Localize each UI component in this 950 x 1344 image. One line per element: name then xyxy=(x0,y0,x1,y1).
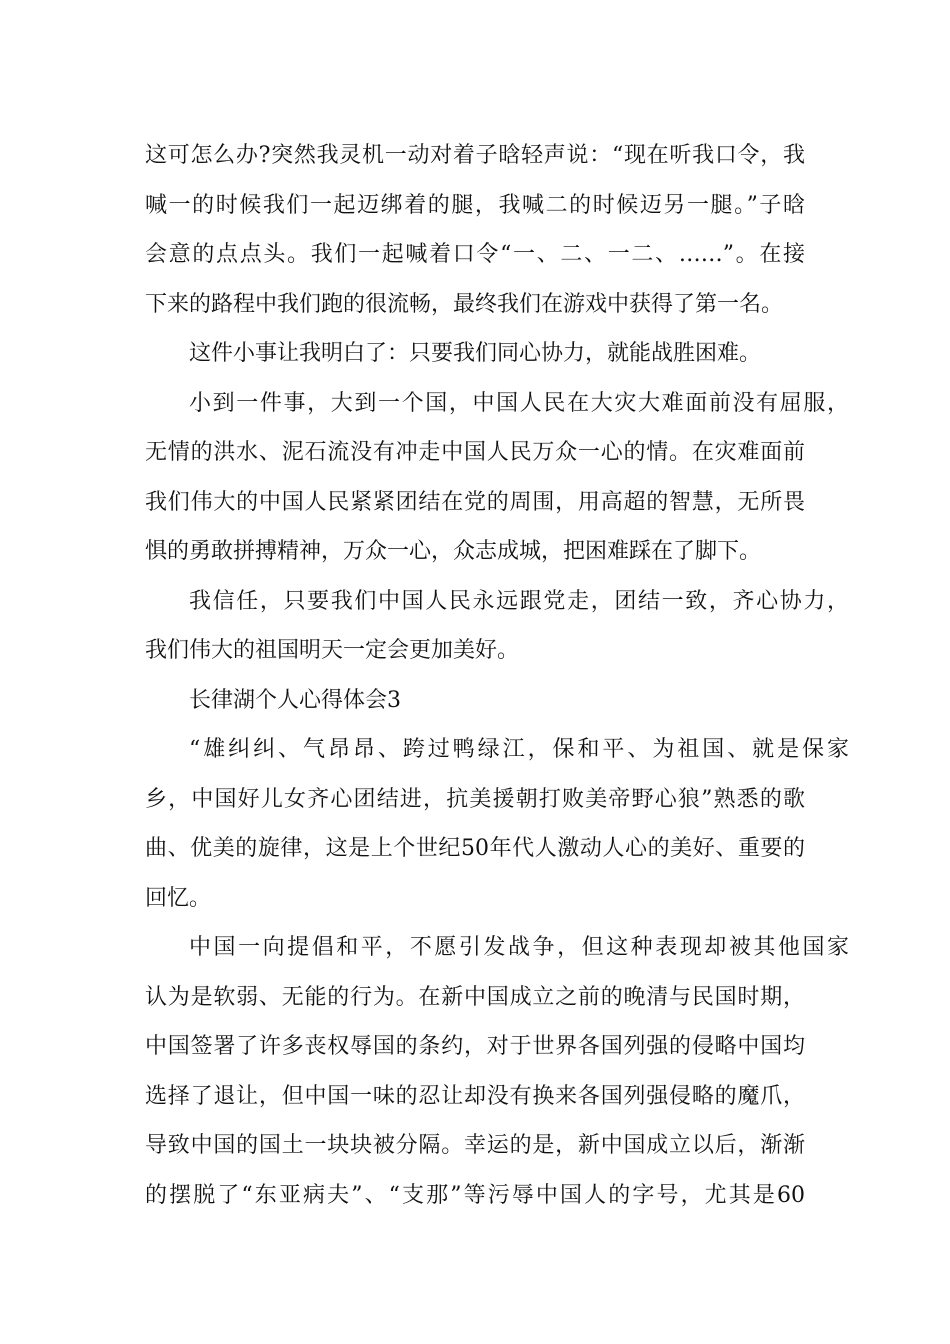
text-line: 我们伟大的祖国明天一定会更加美好。 xyxy=(145,638,520,663)
text-line: 中国一向提倡和平，不愿引发战争，但这种表现却被其他国家 xyxy=(189,935,849,960)
text-line: 导致中国的国土一块块被分隔。幸运的是，新中国成立以后，渐渐 xyxy=(145,1133,805,1158)
text-line: 这可怎么办?突然我灵机一动对着子晗轻声说：“现在听我口令，我 xyxy=(145,143,805,168)
text-line: 回忆。 xyxy=(145,885,212,911)
text-line: “雄纠纠、气昂昂、跨过鸭绿江，保和平、为祖国、就是保家 xyxy=(189,737,849,762)
text-line: 选择了退让，但中国一味的忍让却没有换来各国列强侵略的魔爪， xyxy=(145,1083,805,1109)
text-line: 我信任，只要我们中国人民永远跟党走，团结一致，齐心协力， xyxy=(189,588,849,614)
document-body xyxy=(145,131,849,1220)
text-line: 惧的勇敢拼搏精神，万众一心，众志成城，把困难踩在了脚下。 xyxy=(145,539,762,564)
text-line: 我们伟大的中国人民紧紧团结在党的周围，用高超的智慧，无所畏 xyxy=(145,489,805,515)
text-line: 这件小事让我明白了：只要我们同心协力，就能战胜困难。 xyxy=(189,341,762,366)
text-line: 小到一件事，大到一个国，中国人民在大灾大难面前没有屈服， xyxy=(189,390,849,416)
text-line: 喊一的时候我们一起迈绑着的腿，我喊二的时候迈另一腿。”子晗 xyxy=(145,192,805,218)
text-line: 会意的点点头。我们一起喊着口令“一、二、一二、……”。在接 xyxy=(145,242,805,267)
text-line: 曲、优美的旋律，这是上个世纪50年代人激动人心的美好、重要的 xyxy=(145,836,805,861)
text-line: 认为是软弱、无能的行为。在新中国成立之前的晚清与民国时期， xyxy=(145,984,805,1010)
text-line: 的摆脱了“东亚病夫”、“支那”等污辱中国人的字号，尤其是60 xyxy=(145,1182,805,1208)
text-line: 下来的路程中我们跑的很流畅，最终我们在游戏中获得了第一名。 xyxy=(145,291,784,317)
text-line: 中国签署了许多丧权辱国的条约，对于世界各国列强的侵略中国均 xyxy=(145,1034,805,1059)
text-line: 乡，中国好儿女齐心团结进，抗美援朝打败美帝野心狼”熟悉的歌 xyxy=(145,786,805,812)
text-line: 无情的洪水、泥石流没有冲走中国人民万众一心的情。在灾难面前 xyxy=(145,440,805,465)
section-heading: 长律湖个人心得体会3 xyxy=(189,687,401,713)
